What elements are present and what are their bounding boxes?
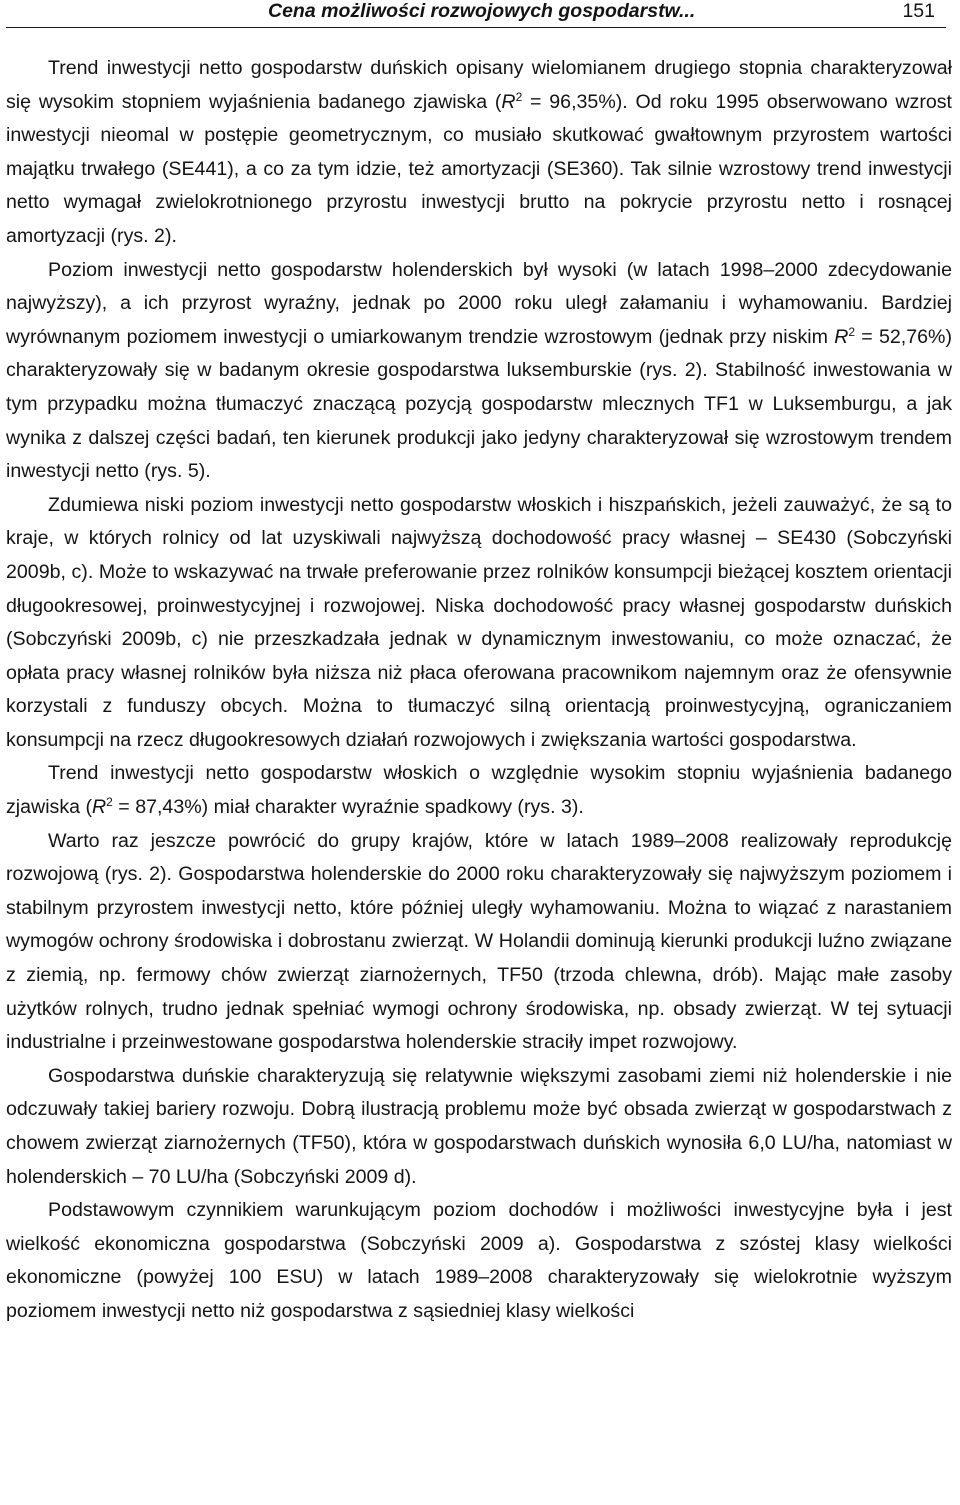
paragraph-2 [6, 254, 952, 489]
r-squared-exponent: 2 [848, 324, 856, 339]
paragraph-6: Gospodarstwa duńskie charakteryzują się relatywnie większymi zasobami ziemi niż holenderskie i nie odczuwały takiej bariery rozwoju. Dobrą ilustracją problemu może być obsada zwierząt w gospodarstwach z chowem zwierząt ziarnożernych (TF50), która w gospodarstwach duńskich wynosiła 6,0 LU/ha, natomiast w holenderskich – 70 LU/ha (Sobczyński 2009 d). [6, 1064, 952, 1188]
paragraph-4-text-a: Trend inwestycji netto gospodarstw włoskich o względnie wysokim stopniu wyjaśnienia badanego zjawiska ( [6, 762, 952, 819]
paragraph-1 [6, 52, 952, 254]
running-title: Cena możliwości rozwojowych gospodarstw... [268, 0, 696, 22]
paragraph-1-text-a: Trend inwestycji netto gospodarstw duńskich opisany wielomianem drugiego stopnia charakteryzował się wysokim stopniem wyjaśnienia badanego zjawiska ( [6, 57, 952, 113]
r-squared-exponent: 2 [106, 795, 113, 810]
paragraph-2-text-b: = 52,76%) charakteryzowały się w badanym okresie gospodarstwa luksemburskie (rys. 2). Stabilność inwestowania w tym przypadku można tłumaczyć znaczącą pozycją gospodarstw mlecznych TF1 w Luksemburgu, a jak wynika z dalszej części badań, ten kierunek produkcji jako jedyny charakteryzował się wzrostowym trendem inwestycji netto (rys. 5). [6, 325, 952, 483]
r-squared-symbol: R [501, 90, 516, 113]
paragraph-4-text-b: = 87,43%) miał charakter wyraźnie spadkowy (rys. 3). [112, 796, 584, 819]
paragraph-1-text-b: = 96,35%). Od roku 1995 obserwowano wzrost inwestycji nieomal w postępie geometrycznym, co musiało skutkować gwałtownym przyrostem wartości majątku trwałego (SE441), a co za tym idzie, też amortyzacji (SE360). Tak silnie wzrostowy trend inwestycji netto wymagał zwielokrotnionego przyrostu inwestycji brutto na pokrycie przyrostu netto i rosnącej amortyzacji (rys. 2). [6, 90, 952, 247]
paragraph-4 [6, 757, 952, 824]
paragraph-3: Zdumiewa niski poziom inwestycji netto gospodarstw włoskich i hiszpańskich, jeżeli zauważyć, że są to kraje, w których rolnicy od lat uzyskiwali najwyższą dochodowość pracy własnej – SE430 (Sobczyński 2009b, c). Może to wskazywać na trwałe preferowanie przez rolników konsumpcji bieżącej kosztem orientacji długookresowej, proinwestycyjnej i rozwojowej. Niska dochodowość pracy własnej gospodarstw duńskich (Sobczyński 2009b, c) nie przeszkadzała jednak w dynamicznym inwestowaniu, co może oznaczać, że opłata pracy własnej rolników była niższa niż płaca oferowana pracownikom najemnym oraz że ofensywnie korzystali z funduszy obcych. Można to tłumaczyć silną orientacją proinwestycyjną, ograniczaniem konsumpcji na rzecz długookresowych działań rozwojowych i zwiększania wartości gospodarstwa. [6, 493, 952, 751]
paragraph-5: Warto raz jeszcze powrócić do grupy krajów, które w latach 1989–2008 realizowały reprodukcję rozwojową (rys. 2). Gospodarstwa holenderskie do 2000 roku charakteryzowały się najwyższym poziomem i stabilnym przyrostem inwestycji netto, które później uległy wyhamowaniu. Można to wiązać z narastaniem wymogów ochrony środowiska i dobrostanu zwierząt. W Holandii dominują kierunki produkcji luźno związane z ziemią, np. fermowy chów zwierząt ziarnożernych, TF50 (trzoda chlewna, drób). Mając małe zasoby użytków rolnych, trudno jednak spełniać wymogi ochrony środowiska, np. obsady zwierząt. W tej sytuacji industrialne i przeinwestowane gospodarstwa holenderskie straciły impet rozwojowy. [6, 829, 952, 1054]
r-squared-symbol: R [834, 325, 849, 348]
paragraph-2-text-a: Poziom inwestycji netto gospodarstw holenderskich był wysoki (w latach 1998–2000 zdecydowanie najwyższy), a ich przyrost wyraźny, jednak po 2000 roku uległ załamaniu i wyhamowaniu. Bardziej wyrównanym poziomem inwestycji o umiarkowanym trendzie wzrostowym (jednak przy niskim [6, 258, 952, 348]
running-header [6, 0, 946, 28]
page-number: 151 [902, 0, 935, 22]
paragraph-7: Podstawowym czynnikiem warunkującym poziom dochodów i możliwości inwestycyjne była i jest wielkość ekonomiczna gospodarstwa (Sobczyński 2009 a). Gospodarstwa z szóstej klasy wielkości ekonomiczne (powyżej 100 ESU) w latach 1989–2008 charakteryzowały się wielokrotnie wyższym poziomem inwestycji netto niż gospodarstwa z sąsiedniej klasy wielkości [6, 1199, 952, 1322]
r-squared-exponent: 2 [515, 89, 523, 104]
article-body [6, 52, 952, 1329]
r-squared-symbol: R [92, 796, 107, 819]
